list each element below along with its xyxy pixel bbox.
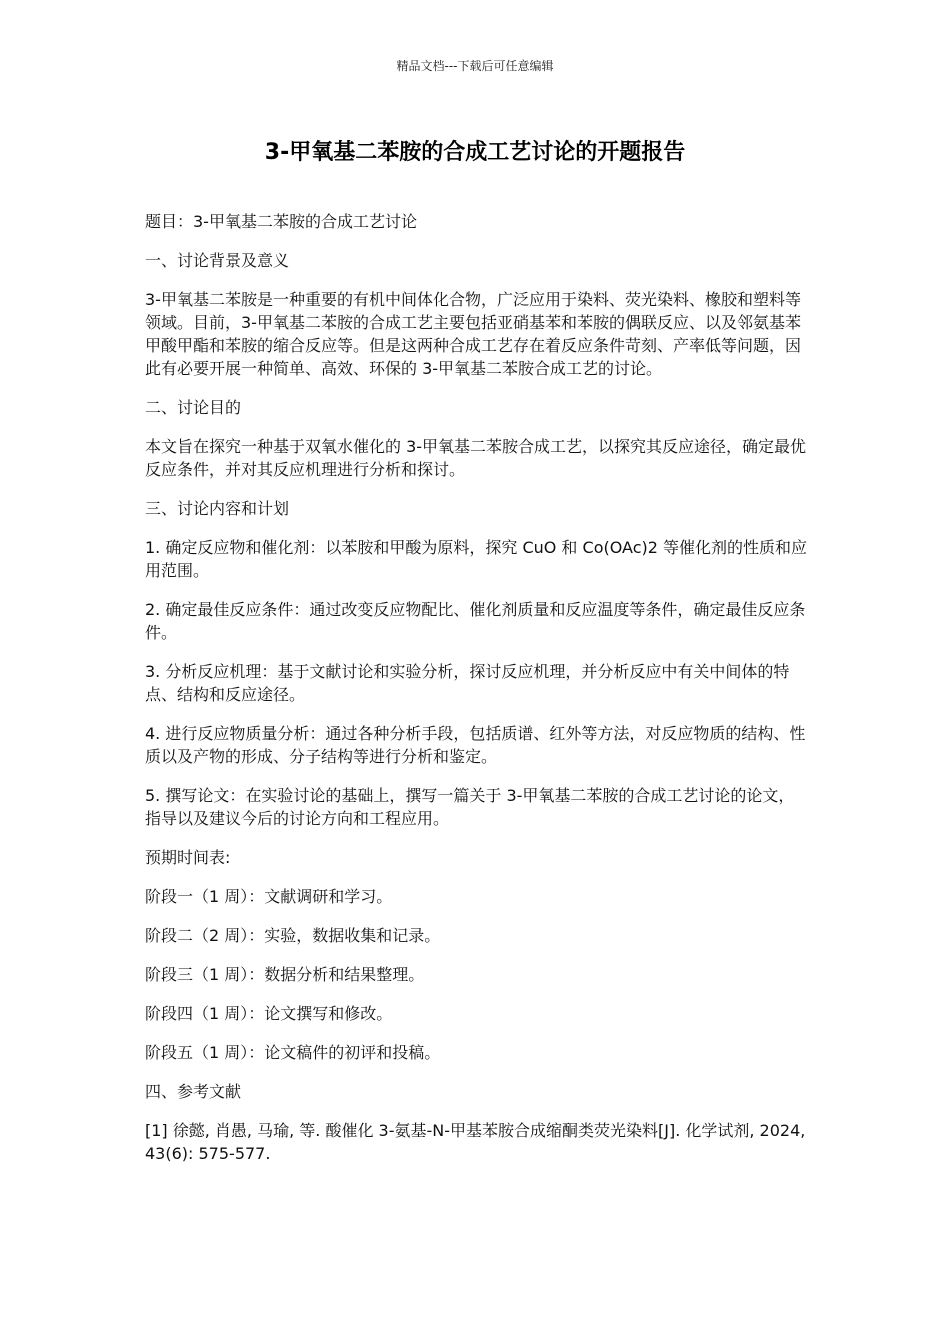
plan-item: 1. 确定反应物和催化剂：以苯胺和甲酸为原料，探究 CuO 和 Co(OAc)2 等催化剂的性质和应用范围。 bbox=[145, 538, 808, 580]
schedule-item: 阶段二（2 周）：实验，数据收集和记录。 bbox=[145, 926, 441, 945]
reference-item: [1] 徐懿, 肖愚, 马瑜, 等. 酸催化 3-氨基-N-甲基苯胺合成缩酮类荧光染料[J]. 化学试剂, 2024, 43(6): 575-577. bbox=[145, 1121, 806, 1163]
purpose-paragraph: 本文旨在探究一种基于双氧水催化的 3-甲氧基二苯胺合成工艺，以探究其反应途径，确定最优反应条件，并对其反应机理进行分析和探讨。 bbox=[145, 437, 807, 479]
schedule-item: 阶段五（1 周）：论文稿件的初评和投稿。 bbox=[145, 1043, 441, 1062]
plan-item: 3. 分析反应机理：基于文献讨论和实验分析，探讨反应机理，并分析反应中有关中间体的特点、结构和反应途径。 bbox=[145, 662, 790, 704]
section-heading-references: 四、参考文献 bbox=[145, 1082, 242, 1101]
plan-item: 4. 进行反应物质量分析：通过各种分析手段，包括质谱、红外等方法，对反应物质的结构、性质以及产物的形成、分子结构等进行分析和鉴定。 bbox=[145, 724, 806, 766]
document-body bbox=[145, 210, 810, 1181]
schedule-item: 阶段三（1 周）：数据分析和结果整理。 bbox=[145, 965, 425, 984]
schedule-heading: 预期时间表: bbox=[145, 848, 231, 867]
schedule-item: 阶段一（1 周）：文献调研和学习。 bbox=[145, 887, 393, 906]
background-paragraph: 3-甲氧基二苯胺是一种重要的有机中间体化合物，广泛应用于染料、荧光染料、橡胶和塑料等领域。目前，3-甲氧基二苯胺的合成工艺主要包括亚硝基苯和苯胺的偶联反应、以及邻氨基苯甲酸甲酯和苯胺的缩合反应等。但是这两种合成工艺存在着反应条件苛刻、产率低等问题，因此有必要开展一种简单、高效、环保的 3-甲氧基二苯胺合成工艺的讨论。 bbox=[145, 290, 802, 378]
section-heading-purpose: 二、讨论目的 bbox=[145, 398, 242, 417]
section-heading-plan: 三、讨论内容和计划 bbox=[145, 499, 290, 518]
page-header: 精品文档---下载后可任意编辑 bbox=[396, 59, 554, 73]
plan-item: 5. 撰写论文：在实验讨论的基础上，撰写一篇关于 3-甲氧基二苯胺的合成工艺讨论的论文，指导以及建议今后的讨论方向和工程应用。 bbox=[145, 786, 795, 828]
section-heading-background: 一、讨论背景及意义 bbox=[145, 251, 290, 270]
subject-line: 题目：3-甲氧基二苯胺的合成工艺讨论 bbox=[145, 212, 417, 231]
document-title: 3-甲氧基二苯胺的合成工艺讨论的开题报告 bbox=[264, 140, 686, 165]
schedule-item: 阶段四（1 周）：论文撰写和修改。 bbox=[145, 1004, 393, 1023]
plan-item: 2. 确定最佳反应条件：通过改变反应物配比、催化剂质量和反应温度等条件，确定最佳反应条件。 bbox=[145, 600, 806, 642]
